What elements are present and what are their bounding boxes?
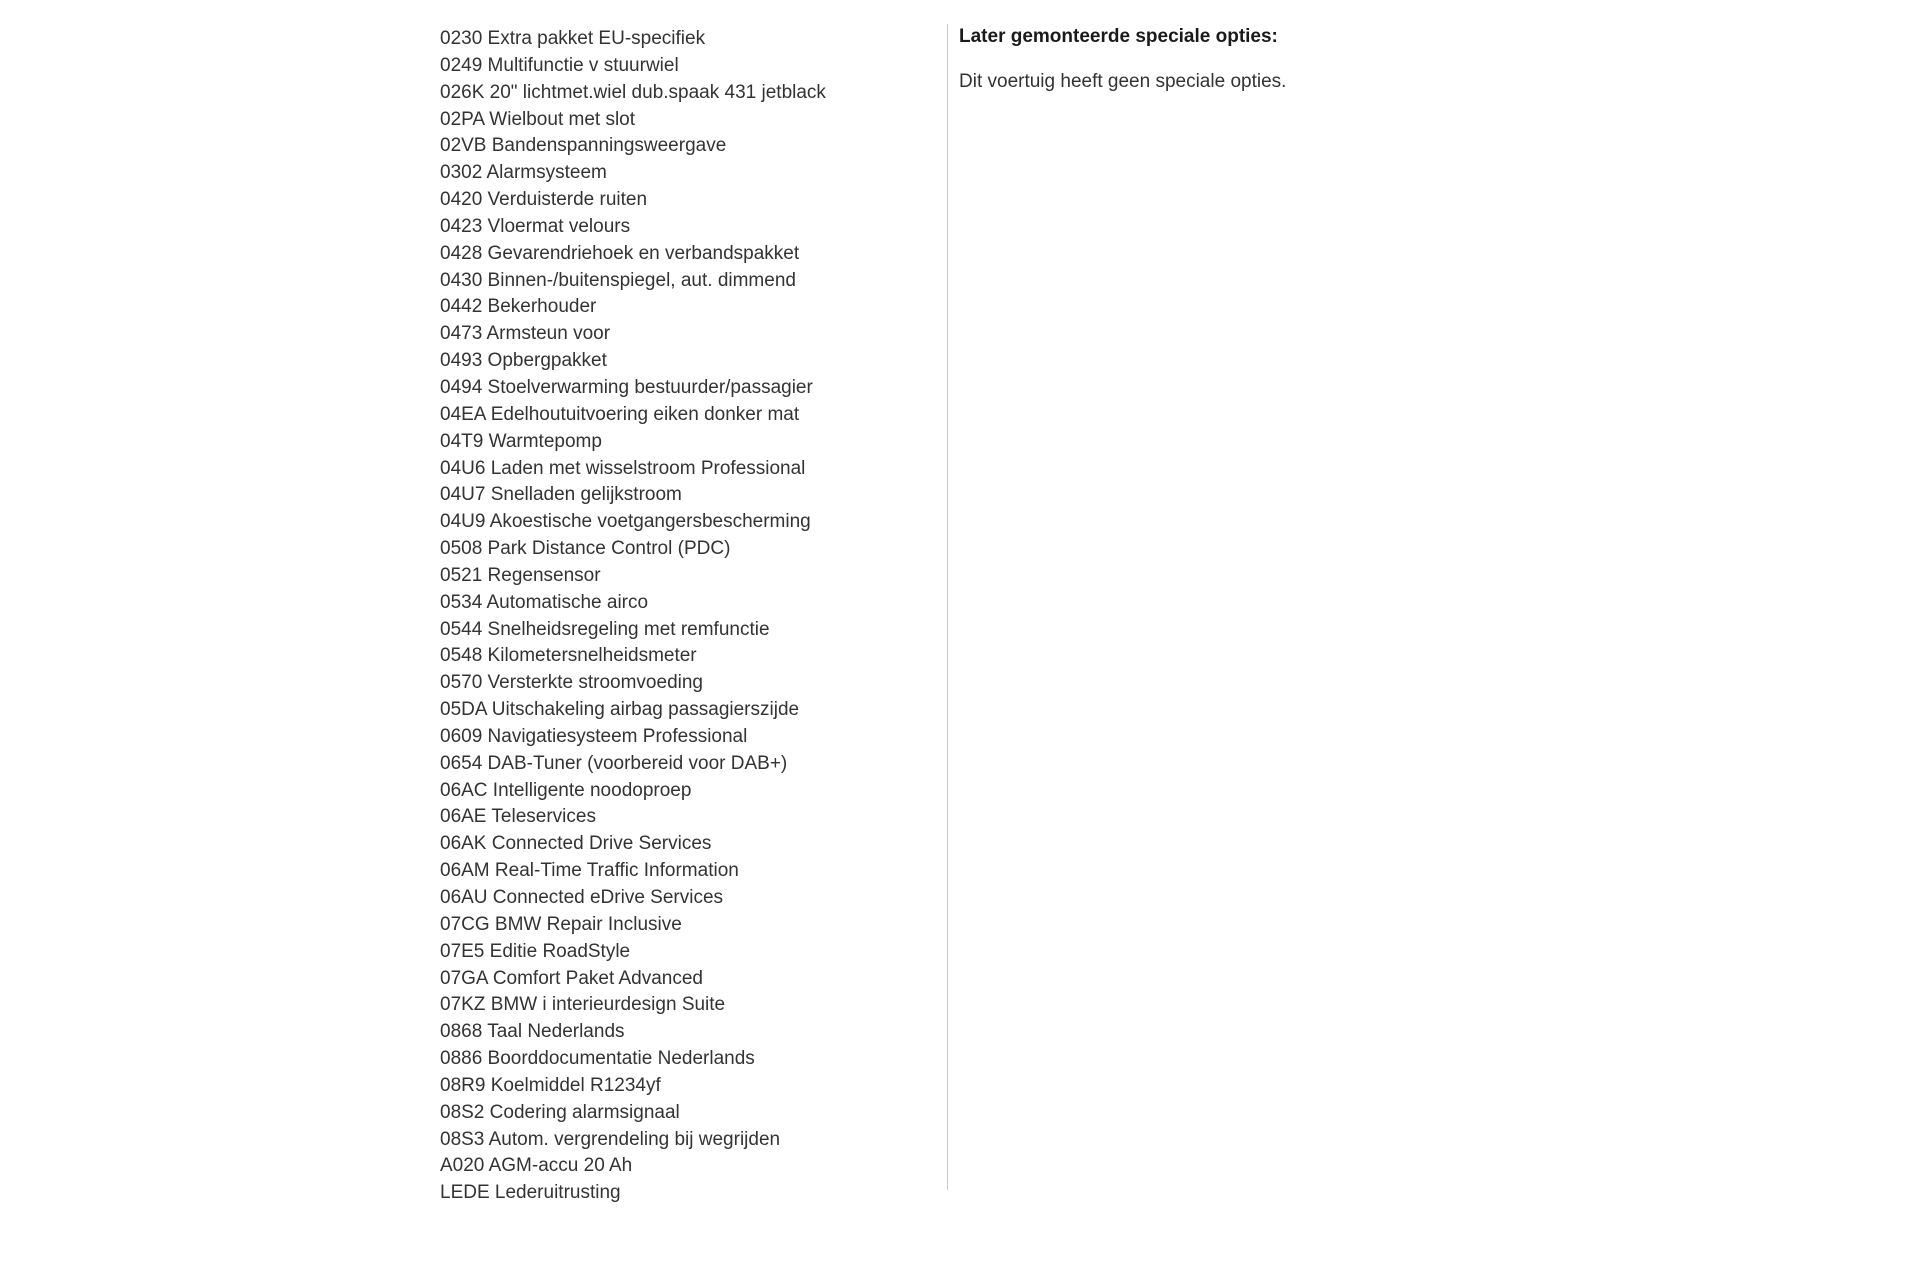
special-options-heading: Later gemonteerde speciale opties: <box>959 26 1278 47</box>
option-list-item: LEDE Lederuitrusting <box>440 1182 621 1204</box>
option-list-item: 04U9 Akoestische voetgangersbescherming <box>440 511 811 533</box>
option-list-item: 06AC Intelligente noodoproep <box>440 779 692 801</box>
option-list-item: 0493 Opbergpakket <box>440 350 607 372</box>
option-list-item: 0420 Verduisterde ruiten <box>440 189 648 211</box>
option-list-item: 07KZ BMW i interieurdesign Suite <box>440 994 726 1016</box>
option-list-item: 0534 Automatische airco <box>440 591 649 613</box>
option-list-item: 0473 Armsteun voor <box>440 323 611 345</box>
option-list-item: 06AM Real-Time Traffic Information <box>440 860 739 882</box>
option-list-item: 0430 Binnen-/buitenspiegel, aut. dimmend <box>440 269 796 291</box>
option-list-item: 07E5 Editie RoadStyle <box>440 940 631 962</box>
option-list-item: 04EA Edelhoutuitvoering eiken donker mat <box>440 403 800 425</box>
option-list-item: 0868 Taal Nederlands <box>440 1021 625 1043</box>
option-list-item: 0521 Regensensor <box>440 564 601 586</box>
option-list-item: 04T9 Warmtepomp <box>440 430 602 452</box>
option-list-item: 08R9 Koelmiddel R1234yf <box>440 1074 661 1096</box>
option-list-item: 06AK Connected Drive Services <box>440 833 712 855</box>
option-list-item: 02PA Wielbout met slot <box>440 108 636 130</box>
option-list-item: 026K 20" lichtmet.wiel dub.spaak 431 jetblack <box>440 81 826 103</box>
option-list-item: 0442 Bekerhouder <box>440 296 597 318</box>
option-list-item: 07CG BMW Repair Inclusive <box>440 913 682 935</box>
option-list-item: 0570 Versterkte stroomvoeding <box>440 672 703 694</box>
option-list-item: 0423 Vloermat velours <box>440 215 631 237</box>
column-divider <box>947 24 948 1190</box>
option-list-item: 08S2 Codering alarmsignaal <box>440 1101 680 1123</box>
option-list-item: 02VB Bandenspanningsweergave <box>440 135 727 157</box>
option-list-item: 06AU Connected eDrive Services <box>440 887 724 908</box>
special-options-body: Dit voertuig heeft geen speciale opties. <box>959 71 1287 92</box>
option-list-item: 06AE Teleservices <box>440 806 596 828</box>
option-list-item: 0544 Snelheidsregeling met remfunctie <box>440 618 770 640</box>
option-list-item: 0428 Gevarendriehoek en verbandspakket <box>440 242 800 264</box>
option-list-item: A020 AGM-accu 20 Ah <box>440 1155 633 1177</box>
option-list-item: 05DA Uitschakeling airbag passagierszijde <box>440 699 800 721</box>
option-list-item: 0886 Boorddocumentatie Nederlands <box>440 1048 755 1070</box>
option-list-item: 0230 Extra pakket EU-specifiek <box>440 28 706 49</box>
vehicle-options-list <box>440 26 940 1204</box>
option-list-item: 0249 Multifunctie v stuurwiel <box>440 54 679 76</box>
special-options-panel <box>959 26 1759 93</box>
option-list-item: 0508 Park Distance Control (PDC) <box>440 538 731 560</box>
option-list-item: 07GA Comfort Paket Advanced <box>440 967 703 989</box>
option-list-item: 0609 Navigatiesysteem Professional <box>440 725 748 747</box>
option-list-item: 0654 DAB-Tuner (voorbereid voor DAB+) <box>440 752 788 774</box>
option-list-item: 0548 Kilometersnelheidsmeter <box>440 645 697 667</box>
option-list-item: 04U6 Laden met wisselstroom Professional <box>440 457 806 479</box>
option-list-item: 0494 Stoelverwarming bestuurder/passagier <box>440 376 813 398</box>
option-list-item: 08S3 Autom. vergrendeling bij wegrijden <box>440 1128 781 1150</box>
option-list-item: 04U7 Snelladen gelijkstroom <box>440 484 682 506</box>
option-list-item: 0302 Alarmsysteem <box>440 162 607 184</box>
